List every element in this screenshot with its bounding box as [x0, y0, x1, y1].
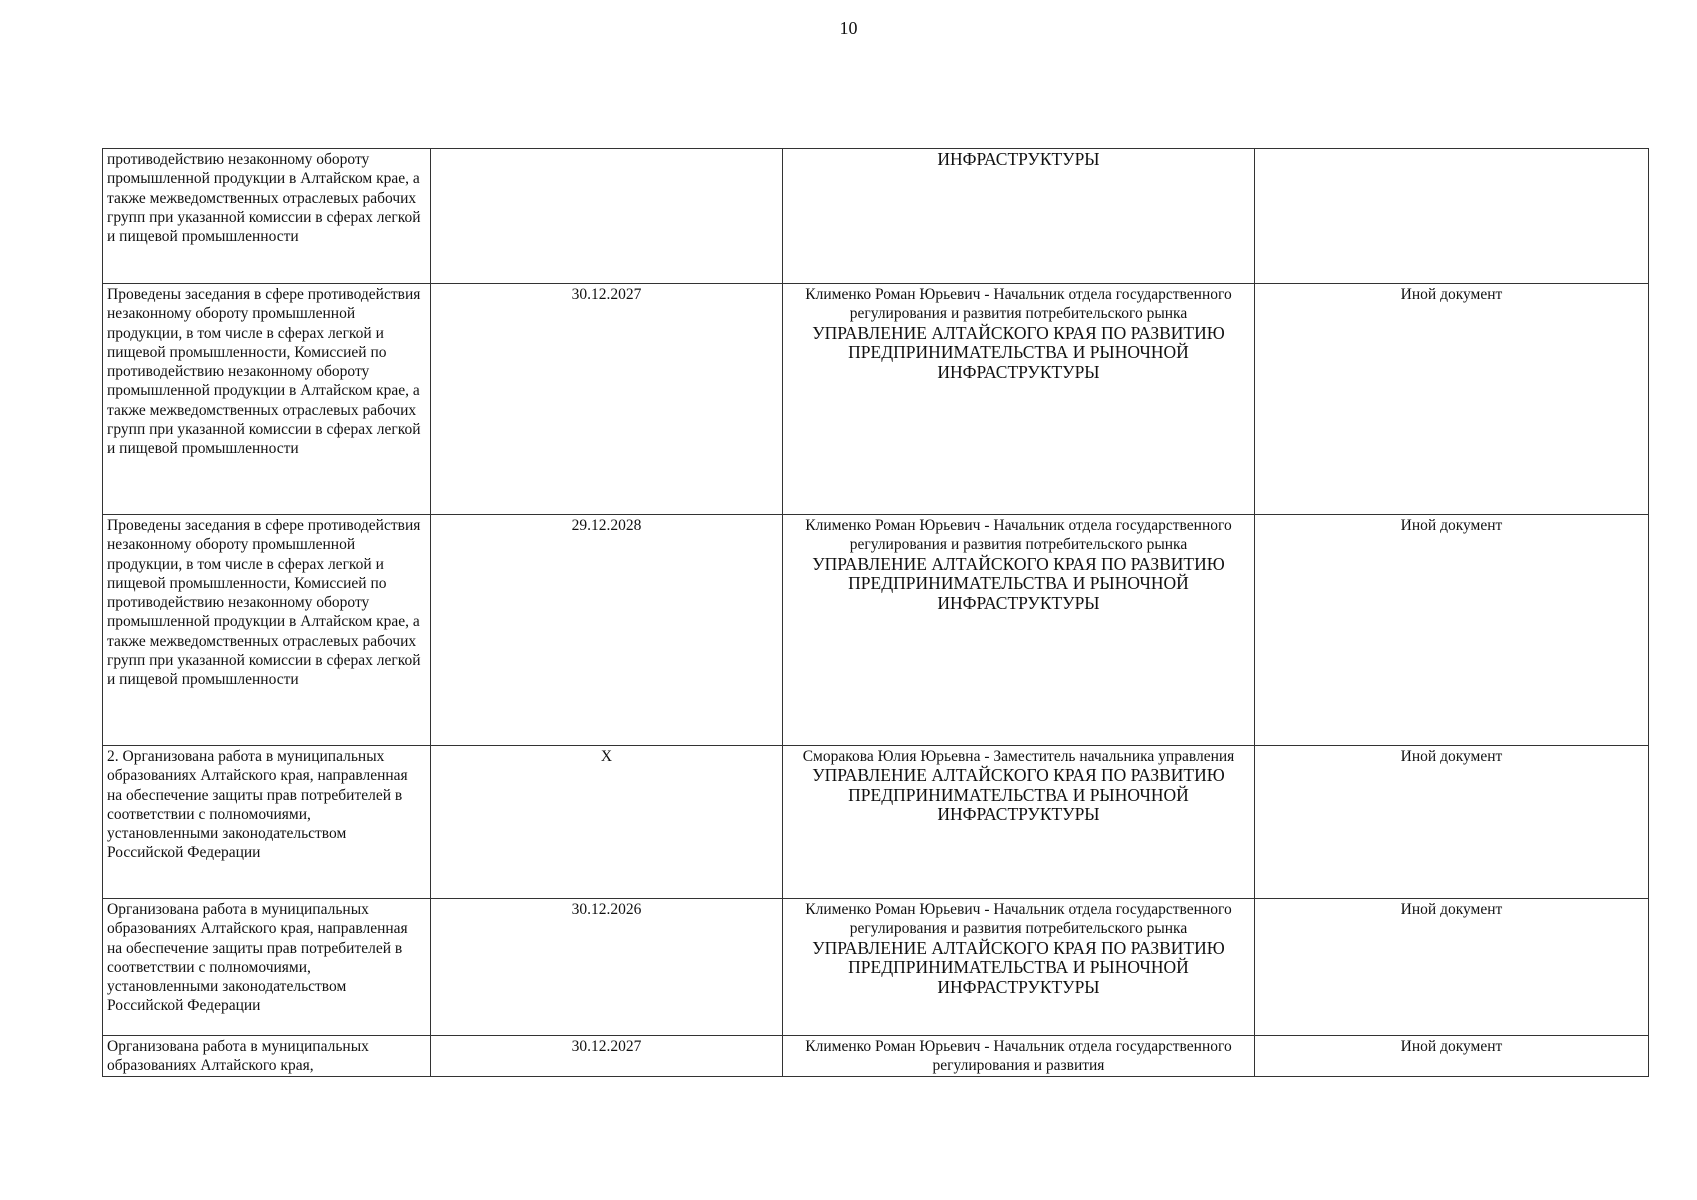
document-type	[1255, 149, 1649, 284]
table-row	[103, 515, 1649, 746]
responsible-person: Клименко Роман Юрьевич - Начальник отдела государственного регулирования и развития потребительского рынка	[805, 517, 1232, 554]
responsible-person: Клименко Роман Юрьевич - Начальник отдела государственного регулирования и развития	[805, 1038, 1232, 1075]
activities-table	[102, 148, 1649, 1077]
deadline-date: 30.12.2027	[431, 1036, 783, 1077]
responsible-cell	[783, 746, 1255, 899]
activity-description: Организована работа в муниципальных образованиях Алтайского края,	[103, 1036, 431, 1077]
responsible-organization: УПРАВЛЕНИЕ АЛТАЙСКОГО КРАЯ ПО РАЗВИТИЮ ПРЕДПРИНИМАТЕЛЬСТВА И РЫНОЧНОЙ ИНФРАСТРУКТУРЫ	[812, 553, 1225, 613]
page-number: 10	[839, 18, 858, 38]
responsible-organization: УПРАВЛЕНИЕ АЛТАЙСКОГО КРАЯ ПО РАЗВИТИЮ ПРЕДПРИНИМАТЕЛЬСТВА И РЫНОЧНОЙ ИНФРАСТРУКТУРЫ	[812, 937, 1225, 997]
document-type: Иной документ	[1255, 515, 1649, 746]
document-type: Иной документ	[1255, 284, 1649, 515]
responsible-cell	[783, 1036, 1255, 1077]
deadline-date: 30.12.2026	[431, 899, 783, 1036]
deadline-date: X	[431, 746, 783, 899]
document-type: Иной документ	[1255, 1036, 1649, 1077]
deadline-date: 29.12.2028	[431, 515, 783, 746]
activity-description: 2. Организована работа в муниципальных образованиях Алтайского края, направленная на обеспечение защиты прав потребителей в соответствии с полномочиями, установленными законодательством Российской Федерации	[103, 746, 431, 899]
activity-description: противодействию незаконному обороту промышленной продукции в Алтайском крае, а также межведомственных отраслевых рабочих групп при указанной комиссии в сферах легкой и пищевой промышленности	[103, 149, 431, 284]
table-row	[103, 149, 1649, 284]
activity-description: Организована работа в муниципальных образованиях Алтайского края, направленная на обеспечение защиты прав потребителей в соответствии с полномочиями, установленными законодательством Российской Федерации	[103, 899, 431, 1036]
activity-description: Проведены заседания в сфере противодействия незаконному обороту промышленной продукции, в том числе в сферах легкой и пищевой промышленности, Комиссией по противодействию незаконному обороту промышленной продукции в Алтайском крае, а также межведомственных отраслевых рабочих групп при указанной комиссии в сферах легкой и пищевой промышленности	[103, 284, 431, 515]
document-type: Иной документ	[1255, 899, 1649, 1036]
document-type: Иной документ	[1255, 746, 1649, 899]
responsible-person: Сморакова Юлия Юрьевна - Заместитель начальника управления	[802, 748, 1235, 765]
responsible-cell	[783, 515, 1255, 746]
responsible-organization: ИНФРАСТРУКТУРЫ	[937, 149, 1100, 169]
responsible-person: Клименко Роман Юрьевич - Начальник отдела государственного регулирования и развития потребительского рынка	[805, 901, 1232, 938]
responsible-person: Клименко Роман Юрьевич - Начальник отдела государственного регулирования и развития потребительского рынка	[805, 286, 1232, 323]
responsible-cell	[783, 284, 1255, 515]
responsible-organization: УПРАВЛЕНИЕ АЛТАЙСКОГО КРАЯ ПО РАЗВИТИЮ ПРЕДПРИНИМАТЕЛЬСТВА И РЫНОЧНОЙ ИНФРАСТРУКТУРЫ	[812, 322, 1225, 382]
activity-description: Проведены заседания в сфере противодействия незаконному обороту промышленной продукции, в том числе в сферах легкой и пищевой промышленности, Комиссией по противодействию незаконному обороту промышленной продукции в Алтайском крае, а также межведомственных отраслевых рабочих групп при указанной комиссии в сферах легкой и пищевой промышленности	[103, 515, 431, 746]
responsible-organization: УПРАВЛЕНИЕ АЛТАЙСКОГО КРАЯ ПО РАЗВИТИЮ ПРЕДПРИНИМАТЕЛЬСТВА И РЫНОЧНОЙ ИНФРАСТРУКТУРЫ	[812, 765, 1225, 825]
deadline-date: 30.12.2027	[431, 284, 783, 515]
table-row	[103, 899, 1649, 1036]
table-row	[103, 746, 1649, 899]
table-row	[103, 1036, 1649, 1077]
table-row	[103, 284, 1649, 515]
deadline-date	[431, 149, 783, 284]
responsible-cell	[783, 899, 1255, 1036]
responsible-cell	[783, 149, 1255, 284]
